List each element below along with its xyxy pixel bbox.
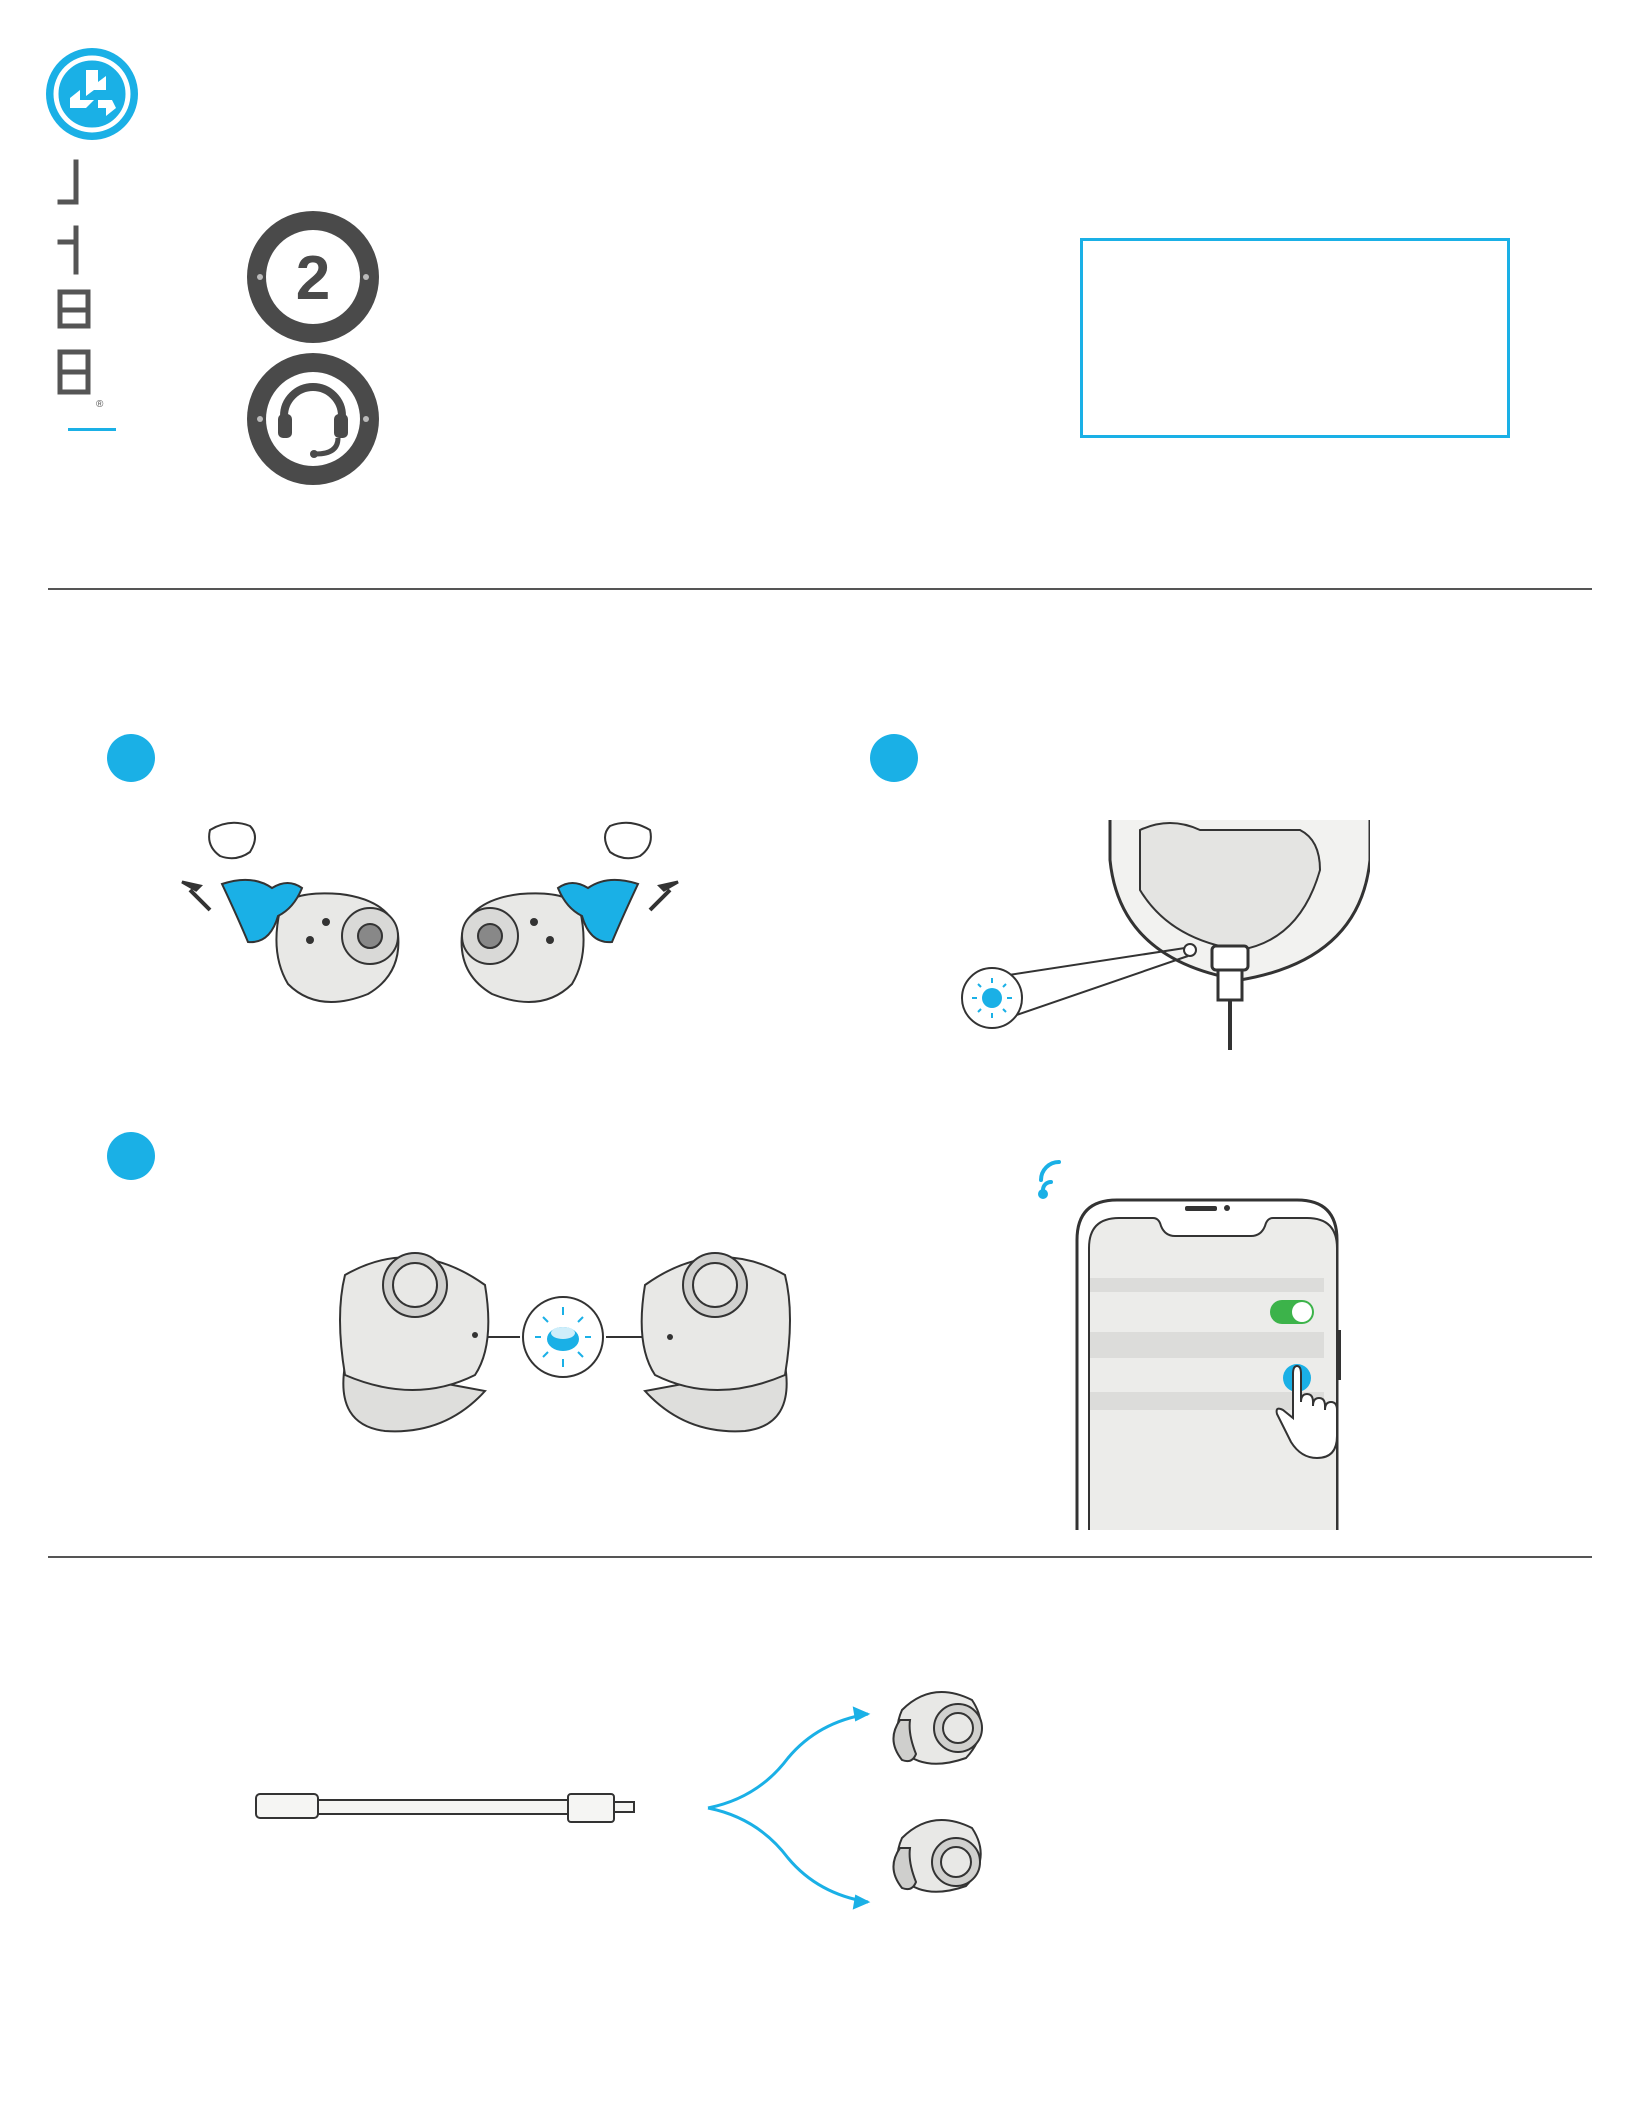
badge-glyph: 2 [295,244,331,313]
brand-logo [40,42,144,442]
phone-pairing-illustration [1035,1160,1355,1530]
cable-to-earbuds-illustration [250,1690,1030,1920]
registered-mark: ® [96,399,104,410]
step-1-marker [107,734,155,782]
earbuds-led-illustration [315,1245,815,1445]
ear-tips-removal-illustration [170,810,690,1020]
headset-badge-icon [246,352,380,486]
info-box [1080,238,1510,438]
divider-top [48,588,1592,590]
step-3-marker [107,1132,155,1180]
step-2-marker [870,734,918,782]
number-2-badge-icon [246,210,380,344]
charging-case-illustration [950,820,1370,1050]
divider-bottom [48,1556,1592,1558]
